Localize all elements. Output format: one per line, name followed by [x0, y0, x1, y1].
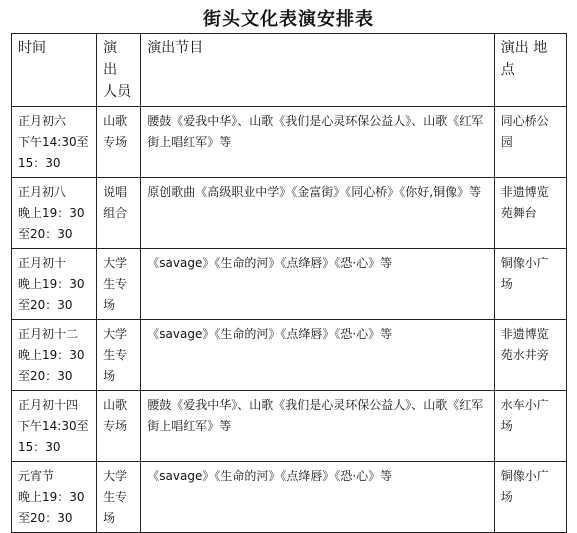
time-end: 15：30 [18, 440, 61, 454]
program-cell: 原创歌曲《高级职业中学》《金富街》《同心桥》《你好,铜像》等 [141, 178, 494, 249]
performers-cell: 大学 生专 场 [97, 462, 141, 533]
time-end: 至20：30 [18, 369, 73, 383]
time-cell [12, 462, 97, 533]
program-cell: 《savage》《生命的河》《点绛唇》《恐·心》等 [141, 462, 494, 533]
performers-cell: 山歌 专场 [97, 107, 141, 178]
table-row [12, 107, 567, 178]
time-end: 至20：30 [18, 298, 73, 312]
table-row [12, 178, 567, 249]
performers-cell: 说唱 组合 [97, 178, 141, 249]
time-cell [12, 391, 97, 462]
page-title: 街头文化表演安排表 [203, 9, 374, 30]
table-row [12, 462, 567, 533]
time-start: 晚上19：30 [18, 206, 85, 220]
time-date: 正月初八 [18, 185, 67, 199]
program-cell: 《savage》《生命的河》《点绛唇》《恐·心》等 [141, 249, 494, 320]
time-date: 正月初十四 [18, 398, 79, 412]
time-cell [12, 107, 97, 178]
program-cell: 《savage》《生命的河》《点绛唇》《恐·心》等 [141, 320, 494, 391]
table-row [12, 391, 567, 462]
time-cell [12, 178, 97, 249]
time-date: 元宵节 [18, 469, 55, 483]
table-header-row [12, 34, 567, 107]
performers-cell: 山歌 专场 [97, 391, 141, 462]
time-end: 至20：30 [18, 511, 73, 525]
performers-cell: 大学 生专 场 [97, 249, 141, 320]
location-cell: 同心桥公 园 [494, 107, 566, 178]
time-cell [12, 320, 97, 391]
program-cell: 腰鼓《爱我中华》、山歌《我们是心灵环保公益人》、山歌《红军街上唱红军》等 [141, 107, 494, 178]
schedule-table [11, 33, 567, 533]
time-start: 晚上19：30 [18, 277, 85, 291]
location-cell: 铜像小广 场 [494, 462, 566, 533]
table-row [12, 320, 567, 391]
time-end: 15：30 [18, 156, 61, 170]
header-program: 演出节目 [141, 34, 494, 107]
time-start: 下午14:30至 [18, 419, 89, 433]
time-end: 至20：30 [18, 227, 73, 241]
table-row [12, 249, 567, 320]
time-date: 正月初十 [18, 256, 67, 270]
location-cell: 水车小广 场 [494, 391, 566, 462]
time-start: 下午14:30至 [18, 135, 89, 149]
program-cell: 腰鼓《爱我中华》、山歌《我们是心灵环保公益人》、山歌《红军街上唱红军》等 [141, 391, 494, 462]
time-date: 正月初六 [18, 114, 67, 128]
location-cell: 铜像小广 场 [494, 249, 566, 320]
time-cell [12, 249, 97, 320]
header-location: 演出 地点 [494, 34, 566, 107]
time-date: 正月初十二 [18, 327, 79, 341]
time-start: 晚上19：30 [18, 490, 85, 504]
location-cell: 非遗博览 苑水井旁 [494, 320, 566, 391]
location-cell: 非遗博览 苑舞台 [494, 178, 566, 249]
time-start: 晚上19：30 [18, 348, 85, 362]
header-performers: 演 出 人员 [97, 34, 141, 107]
header-time: 时间 [12, 34, 97, 107]
performers-cell: 大学 生专 场 [97, 320, 141, 391]
